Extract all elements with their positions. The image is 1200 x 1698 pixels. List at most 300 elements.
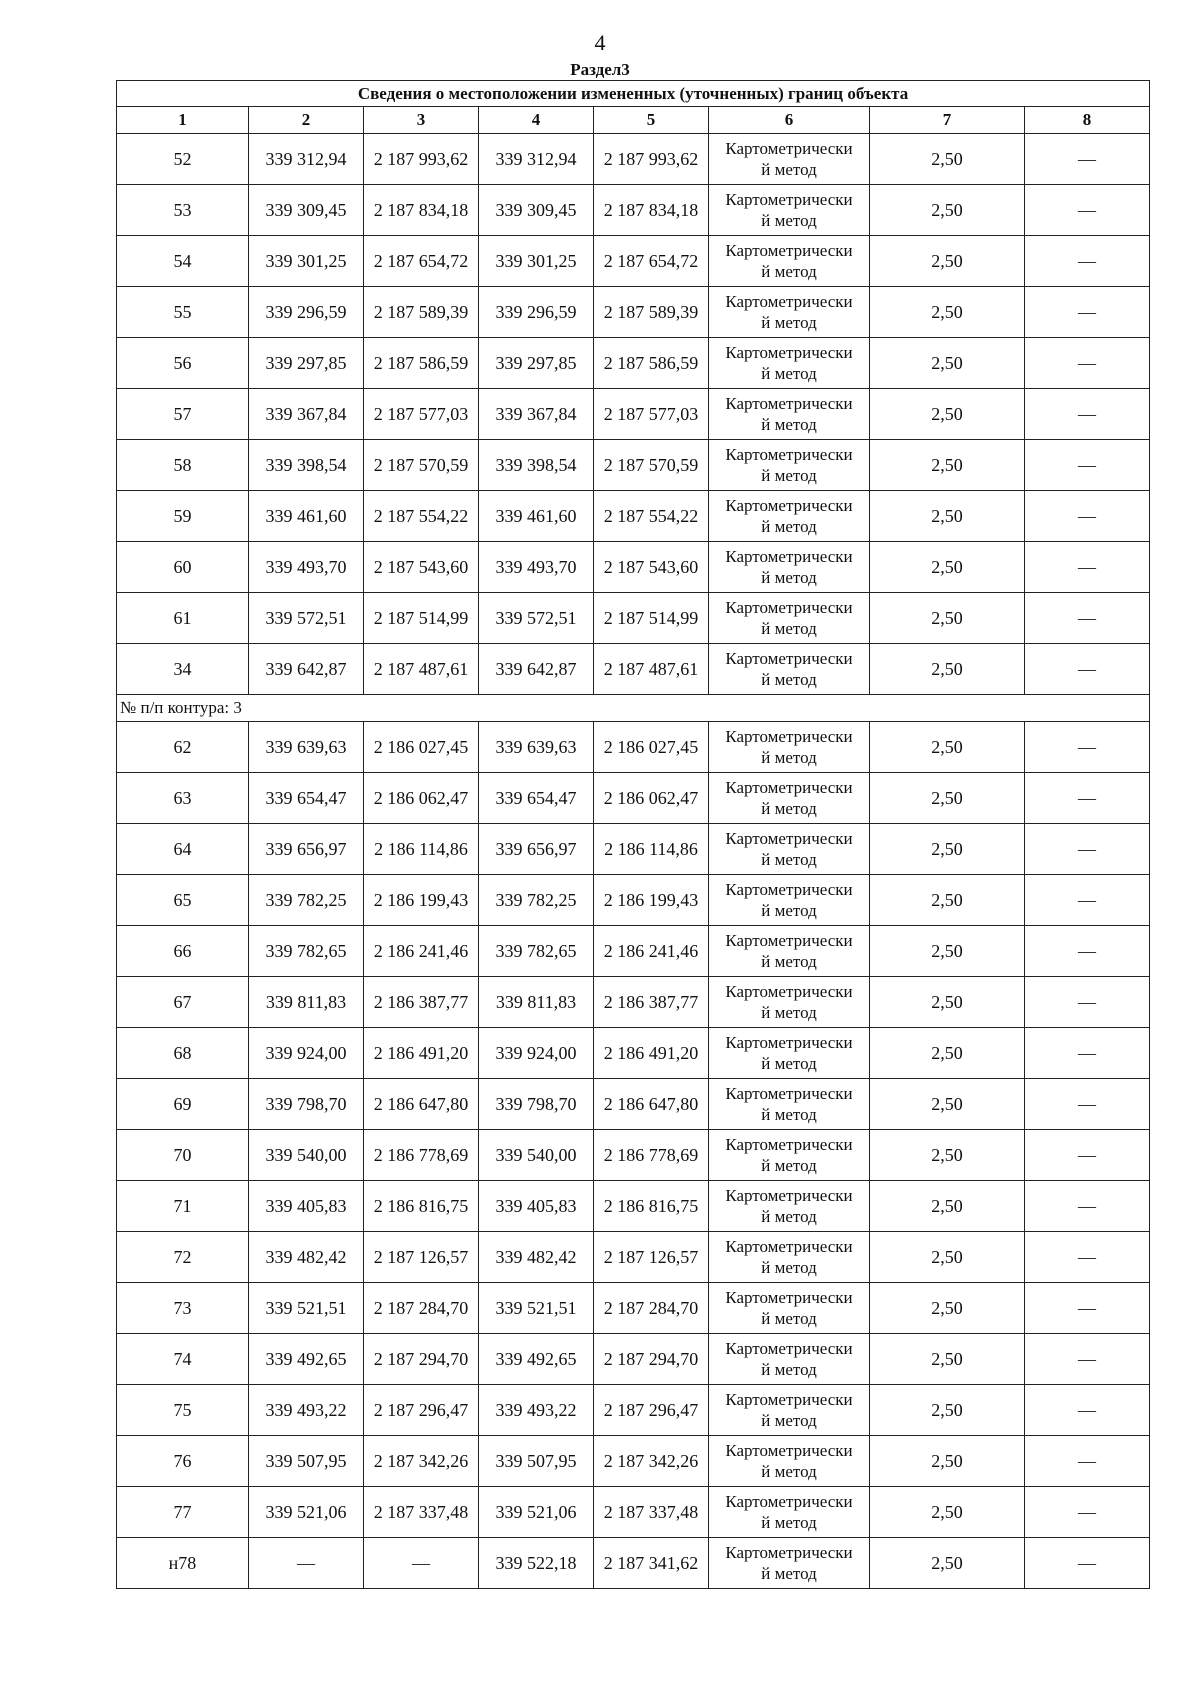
method-line-1: Картометрически bbox=[725, 598, 853, 617]
method-line-1: Картометрически bbox=[725, 1339, 853, 1358]
description-cell: — bbox=[1025, 593, 1150, 644]
point-number-cell: 54 bbox=[117, 236, 249, 287]
method-line-1: Картометрически bbox=[725, 829, 853, 848]
coordinate-x-cell: 339 296,59 bbox=[249, 287, 364, 338]
accuracy-cell: 2,50 bbox=[870, 1385, 1025, 1436]
column-number-2: 2 bbox=[249, 107, 364, 134]
page-number: 4 bbox=[594, 30, 606, 55]
method-line-2: й метод bbox=[761, 952, 817, 971]
coordinate-x-cell: 339 398,54 bbox=[249, 440, 364, 491]
point-number-cell: 56 bbox=[117, 338, 249, 389]
coordinate-y-cell: 2 187 554,22 bbox=[364, 491, 479, 542]
coordinate-x-cell: 339 493,70 bbox=[249, 542, 364, 593]
coordinate-y-new-cell: 2 187 342,26 bbox=[594, 1436, 709, 1487]
coordinate-y-new-cell: 2 187 834,18 bbox=[594, 185, 709, 236]
coordinate-y-new-cell: 2 187 577,03 bbox=[594, 389, 709, 440]
point-number-cell: 61 bbox=[117, 593, 249, 644]
point-number-cell: 77 bbox=[117, 1487, 249, 1538]
method-cell bbox=[709, 491, 870, 542]
method-cell bbox=[709, 926, 870, 977]
point-number-cell: 62 bbox=[117, 722, 249, 773]
coordinate-x-cell: 339 521,51 bbox=[249, 1283, 364, 1334]
column-number-6: 6 bbox=[709, 107, 870, 134]
method-line-2: й метод bbox=[761, 1360, 817, 1379]
method-line-1: Картометрически bbox=[725, 139, 853, 158]
accuracy-cell: 2,50 bbox=[870, 1283, 1025, 1334]
method-cell bbox=[709, 542, 870, 593]
description-cell: — bbox=[1025, 389, 1150, 440]
table-row bbox=[117, 977, 1150, 1028]
coordinate-x-cell: 339 656,97 bbox=[249, 824, 364, 875]
method-line-2: й метод bbox=[761, 1003, 817, 1022]
coordinate-x-new-cell: 339 482,42 bbox=[479, 1232, 594, 1283]
coordinate-x-cell: 339 367,84 bbox=[249, 389, 364, 440]
column-number-5: 5 bbox=[594, 107, 709, 134]
coordinate-x-new-cell: 339 493,70 bbox=[479, 542, 594, 593]
method-line-2: й метод bbox=[761, 1054, 817, 1073]
coordinate-y-new-cell: 2 187 993,62 bbox=[594, 134, 709, 185]
coordinate-y-cell: 2 186 027,45 bbox=[364, 722, 479, 773]
table-row bbox=[117, 1232, 1150, 1283]
point-number-cell: 58 bbox=[117, 440, 249, 491]
coordinate-x-new-cell: 339 493,22 bbox=[479, 1385, 594, 1436]
coordinate-y-new-cell: 2 187 296,47 bbox=[594, 1385, 709, 1436]
accuracy-cell: 2,50 bbox=[870, 824, 1025, 875]
coordinate-y-new-cell: 2 187 654,72 bbox=[594, 236, 709, 287]
coordinate-y-cell: 2 187 993,62 bbox=[364, 134, 479, 185]
coordinate-x-cell: 339 493,22 bbox=[249, 1385, 364, 1436]
coordinates-table bbox=[116, 80, 1150, 1589]
coordinate-y-new-cell: 2 186 199,43 bbox=[594, 875, 709, 926]
accuracy-cell: 2,50 bbox=[870, 977, 1025, 1028]
column-number-row bbox=[117, 107, 1150, 134]
method-line-1: Картометрически bbox=[725, 190, 853, 209]
method-cell bbox=[709, 1283, 870, 1334]
table-row bbox=[117, 1538, 1150, 1589]
column-number-8: 8 bbox=[1025, 107, 1150, 134]
table-row bbox=[117, 1028, 1150, 1079]
method-cell bbox=[709, 287, 870, 338]
coordinate-y-cell: 2 186 114,86 bbox=[364, 824, 479, 875]
method-line-1: Картометрически bbox=[725, 1288, 853, 1307]
method-line-1: Картометрически bbox=[725, 649, 853, 668]
method-line-1: Картометрически bbox=[725, 241, 853, 260]
point-number-cell: 52 bbox=[117, 134, 249, 185]
accuracy-cell: 2,50 bbox=[870, 644, 1025, 695]
point-number-cell: 73 bbox=[117, 1283, 249, 1334]
accuracy-cell: 2,50 bbox=[870, 491, 1025, 542]
coordinate-y-new-cell: 2 187 589,39 bbox=[594, 287, 709, 338]
coordinate-x-new-cell: 339 639,63 bbox=[479, 722, 594, 773]
section-title: Раздел3 bbox=[570, 60, 630, 79]
coordinate-y-new-cell: 2 186 816,75 bbox=[594, 1181, 709, 1232]
method-cell bbox=[709, 1028, 870, 1079]
coordinate-x-cell: 339 782,65 bbox=[249, 926, 364, 977]
coordinate-x-cell: 339 482,42 bbox=[249, 1232, 364, 1283]
coordinate-y-cell: 2 186 491,20 bbox=[364, 1028, 479, 1079]
coordinate-y-new-cell: 2 187 554,22 bbox=[594, 491, 709, 542]
method-line-2: й метод bbox=[761, 670, 817, 689]
coordinate-y-cell: 2 186 241,46 bbox=[364, 926, 479, 977]
method-cell bbox=[709, 875, 870, 926]
description-cell: — bbox=[1025, 1283, 1150, 1334]
description-cell: — bbox=[1025, 1079, 1150, 1130]
accuracy-cell: 2,50 bbox=[870, 236, 1025, 287]
description-cell: — bbox=[1025, 185, 1150, 236]
coordinate-y-new-cell: 2 186 491,20 bbox=[594, 1028, 709, 1079]
method-line-2: й метод bbox=[761, 1513, 817, 1532]
accuracy-cell: 2,50 bbox=[870, 773, 1025, 824]
point-number-cell: 72 bbox=[117, 1232, 249, 1283]
method-cell bbox=[709, 1079, 870, 1130]
coordinate-x-cell: 339 309,45 bbox=[249, 185, 364, 236]
description-cell: — bbox=[1025, 287, 1150, 338]
point-number-cell: 64 bbox=[117, 824, 249, 875]
coordinate-y-new-cell: 2 187 570,59 bbox=[594, 440, 709, 491]
point-number-cell: 75 bbox=[117, 1385, 249, 1436]
method-line-1: Картометрически bbox=[725, 445, 853, 464]
coordinate-x-new-cell: 339 656,97 bbox=[479, 824, 594, 875]
method-line-2: й метод bbox=[761, 364, 817, 383]
description-cell: — bbox=[1025, 926, 1150, 977]
method-line-1: Картометрически bbox=[725, 1135, 853, 1154]
description-cell: — bbox=[1025, 1538, 1150, 1589]
accuracy-cell: 2,50 bbox=[870, 287, 1025, 338]
accuracy-cell: 2,50 bbox=[870, 185, 1025, 236]
accuracy-cell: 2,50 bbox=[870, 926, 1025, 977]
point-number-cell: 53 bbox=[117, 185, 249, 236]
method-cell bbox=[709, 236, 870, 287]
method-line-2: й метод bbox=[761, 1564, 817, 1583]
coordinate-x-cell: 339 312,94 bbox=[249, 134, 364, 185]
point-number-cell: 55 bbox=[117, 287, 249, 338]
accuracy-cell: 2,50 bbox=[870, 593, 1025, 644]
method-line-2: й метод bbox=[761, 1309, 817, 1328]
method-line-1: Картометрически bbox=[725, 1084, 853, 1103]
table-row bbox=[117, 1079, 1150, 1130]
method-line-1: Картометрически bbox=[725, 1033, 853, 1052]
description-cell: — bbox=[1025, 1181, 1150, 1232]
method-line-2: й метод bbox=[761, 466, 817, 485]
description-cell: — bbox=[1025, 491, 1150, 542]
coordinate-x-new-cell: 339 301,25 bbox=[479, 236, 594, 287]
coordinate-y-cell: 2 187 589,39 bbox=[364, 287, 479, 338]
description-cell: — bbox=[1025, 542, 1150, 593]
point-number-cell: 68 bbox=[117, 1028, 249, 1079]
coordinate-y-cell: 2 187 337,48 bbox=[364, 1487, 479, 1538]
coordinate-x-cell: 339 798,70 bbox=[249, 1079, 364, 1130]
method-line-1: Картометрически bbox=[725, 1441, 853, 1460]
method-line-1: Картометрически bbox=[725, 343, 853, 362]
description-cell: — bbox=[1025, 1028, 1150, 1079]
table-row bbox=[117, 824, 1150, 875]
method-cell bbox=[709, 1487, 870, 1538]
coordinate-x-cell: 339 521,06 bbox=[249, 1487, 364, 1538]
coordinate-x-new-cell: 339 782,65 bbox=[479, 926, 594, 977]
coordinate-y-new-cell: 2 186 647,80 bbox=[594, 1079, 709, 1130]
coordinate-x-new-cell: 339 798,70 bbox=[479, 1079, 594, 1130]
description-cell: — bbox=[1025, 134, 1150, 185]
table-row bbox=[117, 338, 1150, 389]
method-cell bbox=[709, 1181, 870, 1232]
method-cell bbox=[709, 1334, 870, 1385]
coordinate-y-cell: 2 187 514,99 bbox=[364, 593, 479, 644]
coordinate-y-cell: 2 187 654,72 bbox=[364, 236, 479, 287]
accuracy-cell: 2,50 bbox=[870, 389, 1025, 440]
point-number-cell: 66 bbox=[117, 926, 249, 977]
accuracy-cell: 2,50 bbox=[870, 1079, 1025, 1130]
table-row bbox=[117, 593, 1150, 644]
column-number-1: 1 bbox=[117, 107, 249, 134]
coordinate-y-new-cell: 2 187 543,60 bbox=[594, 542, 709, 593]
coordinate-y-cell: 2 187 543,60 bbox=[364, 542, 479, 593]
method-line-2: й метод bbox=[761, 415, 817, 434]
method-line-1: Картометрически bbox=[725, 1492, 853, 1511]
coordinate-y-new-cell: 2 187 126,57 bbox=[594, 1232, 709, 1283]
method-line-2: й метод bbox=[761, 517, 817, 536]
method-line-2: й метод bbox=[761, 799, 817, 818]
accuracy-cell: 2,50 bbox=[870, 134, 1025, 185]
table-row bbox=[117, 491, 1150, 542]
description-cell: — bbox=[1025, 440, 1150, 491]
method-line-1: Картометрически bbox=[725, 1543, 853, 1562]
method-line-2: й метод bbox=[761, 1207, 817, 1226]
coordinate-x-new-cell: 339 398,54 bbox=[479, 440, 594, 491]
method-line-1: Картометрически bbox=[725, 394, 853, 413]
accuracy-cell: 2,50 bbox=[870, 1487, 1025, 1538]
point-number-cell: 34 bbox=[117, 644, 249, 695]
coordinate-y-new-cell: 2 186 114,86 bbox=[594, 824, 709, 875]
coordinate-x-cell: 339 297,85 bbox=[249, 338, 364, 389]
coordinate-x-new-cell: 339 782,25 bbox=[479, 875, 594, 926]
method-line-2: й метод bbox=[761, 901, 817, 920]
accuracy-cell: 2,50 bbox=[870, 338, 1025, 389]
coordinate-y-new-cell: 2 187 337,48 bbox=[594, 1487, 709, 1538]
coordinate-y-cell: 2 187 296,47 bbox=[364, 1385, 479, 1436]
coordinate-x-new-cell: 339 642,87 bbox=[479, 644, 594, 695]
coordinate-x-new-cell: 339 492,65 bbox=[479, 1334, 594, 1385]
accuracy-cell: 2,50 bbox=[870, 1028, 1025, 1079]
point-number-cell: 60 bbox=[117, 542, 249, 593]
method-line-1: Картометрически bbox=[725, 1390, 853, 1409]
description-cell: — bbox=[1025, 1487, 1150, 1538]
coordinate-x-cell: 339 811,83 bbox=[249, 977, 364, 1028]
coordinate-x-new-cell: 339 367,84 bbox=[479, 389, 594, 440]
method-cell bbox=[709, 1436, 870, 1487]
table-row bbox=[117, 542, 1150, 593]
coordinate-y-cell: 2 187 294,70 bbox=[364, 1334, 479, 1385]
method-line-2: й метод bbox=[761, 619, 817, 638]
method-line-1: Картометрически bbox=[725, 727, 853, 746]
coordinate-x-cell: 339 461,60 bbox=[249, 491, 364, 542]
coordinate-x-new-cell: 339 405,83 bbox=[479, 1181, 594, 1232]
description-cell: — bbox=[1025, 644, 1150, 695]
column-number-4: 4 bbox=[479, 107, 594, 134]
table-row bbox=[117, 134, 1150, 185]
point-number-cell: 57 bbox=[117, 389, 249, 440]
coordinate-x-cell: 339 492,65 bbox=[249, 1334, 364, 1385]
coordinate-y-new-cell: 2 187 586,59 bbox=[594, 338, 709, 389]
method-cell bbox=[709, 185, 870, 236]
coordinate-x-new-cell: 339 312,94 bbox=[479, 134, 594, 185]
table-row bbox=[117, 1334, 1150, 1385]
contour-label: № п/п контура: 3 bbox=[117, 695, 1150, 722]
method-line-2: й метод bbox=[761, 1156, 817, 1175]
point-number-cell: н78 bbox=[117, 1538, 249, 1589]
coordinate-x-cell: 339 924,00 bbox=[249, 1028, 364, 1079]
coordinate-y-cell: 2 187 834,18 bbox=[364, 185, 479, 236]
point-number-cell: 71 bbox=[117, 1181, 249, 1232]
method-cell bbox=[709, 722, 870, 773]
table-row bbox=[117, 1130, 1150, 1181]
accuracy-cell: 2,50 bbox=[870, 1334, 1025, 1385]
column-number-7: 7 bbox=[870, 107, 1025, 134]
coordinate-x-new-cell: 339 811,83 bbox=[479, 977, 594, 1028]
coordinate-y-new-cell: 2 187 284,70 bbox=[594, 1283, 709, 1334]
coordinate-x-cell: 339 639,63 bbox=[249, 722, 364, 773]
method-line-1: Картометрически bbox=[725, 880, 853, 899]
table-row bbox=[117, 389, 1150, 440]
contour-row bbox=[117, 695, 1150, 722]
method-cell bbox=[709, 1130, 870, 1181]
coordinate-x-cell: 339 301,25 bbox=[249, 236, 364, 287]
table-row bbox=[117, 722, 1150, 773]
accuracy-cell: 2,50 bbox=[870, 440, 1025, 491]
coordinate-y-cell: 2 187 126,57 bbox=[364, 1232, 479, 1283]
description-cell: — bbox=[1025, 1334, 1150, 1385]
coordinate-x-cell: 339 540,00 bbox=[249, 1130, 364, 1181]
method-line-1: Картометрически bbox=[725, 931, 853, 950]
coordinate-x-cell: 339 654,47 bbox=[249, 773, 364, 824]
coordinate-y-cell: 2 186 647,80 bbox=[364, 1079, 479, 1130]
coordinate-x-new-cell: 339 572,51 bbox=[479, 593, 594, 644]
coordinate-x-new-cell: 339 521,06 bbox=[479, 1487, 594, 1538]
coordinate-y-cell: — bbox=[364, 1538, 479, 1589]
coordinate-x-new-cell: 339 507,95 bbox=[479, 1436, 594, 1487]
method-line-2: й метод bbox=[761, 1258, 817, 1277]
point-number-cell: 65 bbox=[117, 875, 249, 926]
coordinate-y-cell: 2 187 487,61 bbox=[364, 644, 479, 695]
coordinate-x-cell: — bbox=[249, 1538, 364, 1589]
coordinate-x-new-cell: 339 924,00 bbox=[479, 1028, 594, 1079]
method-line-2: й метод bbox=[761, 748, 817, 767]
method-cell bbox=[709, 977, 870, 1028]
point-number-cell: 76 bbox=[117, 1436, 249, 1487]
table-row bbox=[117, 773, 1150, 824]
coordinate-x-cell: 339 782,25 bbox=[249, 875, 364, 926]
point-number-cell: 67 bbox=[117, 977, 249, 1028]
coordinate-x-cell: 339 642,87 bbox=[249, 644, 364, 695]
coordinate-y-cell: 2 187 577,03 bbox=[364, 389, 479, 440]
point-number-cell: 69 bbox=[117, 1079, 249, 1130]
description-cell: — bbox=[1025, 1436, 1150, 1487]
table-row bbox=[117, 1487, 1150, 1538]
coordinate-y-new-cell: 2 186 062,47 bbox=[594, 773, 709, 824]
coordinate-x-new-cell: 339 521,51 bbox=[479, 1283, 594, 1334]
coordinate-y-new-cell: 2 187 294,70 bbox=[594, 1334, 709, 1385]
method-line-2: й метод bbox=[761, 1105, 817, 1124]
coordinate-y-new-cell: 2 187 514,99 bbox=[594, 593, 709, 644]
method-line-1: Картометрически bbox=[725, 982, 853, 1001]
point-number-cell: 70 bbox=[117, 1130, 249, 1181]
table-row bbox=[117, 926, 1150, 977]
coordinate-x-new-cell: 339 297,85 bbox=[479, 338, 594, 389]
description-cell: — bbox=[1025, 722, 1150, 773]
description-cell: — bbox=[1025, 977, 1150, 1028]
table-row bbox=[117, 644, 1150, 695]
method-line-1: Картометрически bbox=[725, 778, 853, 797]
method-line-1: Картометрически bbox=[725, 496, 853, 515]
table-row bbox=[117, 440, 1150, 491]
table-row bbox=[117, 185, 1150, 236]
description-cell: — bbox=[1025, 236, 1150, 287]
table-row bbox=[117, 236, 1150, 287]
accuracy-cell: 2,50 bbox=[870, 1436, 1025, 1487]
coordinate-y-cell: 2 186 199,43 bbox=[364, 875, 479, 926]
method-line-2: й метод bbox=[761, 211, 817, 230]
coordinate-y-cell: 2 186 778,69 bbox=[364, 1130, 479, 1181]
method-cell bbox=[709, 1538, 870, 1589]
method-cell bbox=[709, 338, 870, 389]
method-cell bbox=[709, 134, 870, 185]
accuracy-cell: 2,50 bbox=[870, 542, 1025, 593]
coordinate-x-new-cell: 339 461,60 bbox=[479, 491, 594, 542]
accuracy-cell: 2,50 bbox=[870, 1232, 1025, 1283]
coordinate-x-new-cell: 339 654,47 bbox=[479, 773, 594, 824]
method-cell bbox=[709, 644, 870, 695]
point-number-cell: 74 bbox=[117, 1334, 249, 1385]
method-line-2: й метод bbox=[761, 850, 817, 869]
method-cell bbox=[709, 773, 870, 824]
table-row bbox=[117, 1283, 1150, 1334]
column-number-3: 3 bbox=[364, 107, 479, 134]
description-cell: — bbox=[1025, 875, 1150, 926]
method-cell bbox=[709, 593, 870, 644]
coordinate-y-new-cell: 2 186 387,77 bbox=[594, 977, 709, 1028]
table-caption: Сведения о местоположении измененных (уточненных) границ объекта bbox=[117, 81, 1150, 107]
table-row bbox=[117, 875, 1150, 926]
coordinate-x-new-cell: 339 296,59 bbox=[479, 287, 594, 338]
method-cell bbox=[709, 440, 870, 491]
method-cell bbox=[709, 824, 870, 875]
method-line-1: Картометрически bbox=[725, 292, 853, 311]
coordinate-y-cell: 2 186 387,77 bbox=[364, 977, 479, 1028]
coordinate-y-cell: 2 186 062,47 bbox=[364, 773, 479, 824]
description-cell: — bbox=[1025, 1130, 1150, 1181]
coordinate-y-new-cell: 2 186 778,69 bbox=[594, 1130, 709, 1181]
coordinate-y-cell: 2 187 586,59 bbox=[364, 338, 479, 389]
point-number-cell: 59 bbox=[117, 491, 249, 542]
coordinate-y-new-cell: 2 186 027,45 bbox=[594, 722, 709, 773]
coordinate-y-cell: 2 186 816,75 bbox=[364, 1181, 479, 1232]
accuracy-cell: 2,50 bbox=[870, 1130, 1025, 1181]
coordinate-y-new-cell: 2 187 341,62 bbox=[594, 1538, 709, 1589]
method-line-2: й метод bbox=[761, 1462, 817, 1481]
coordinate-x-cell: 339 405,83 bbox=[249, 1181, 364, 1232]
coordinate-y-cell: 2 187 342,26 bbox=[364, 1436, 479, 1487]
method-line-1: Картометрически bbox=[725, 1237, 853, 1256]
method-line-1: Картометрически bbox=[725, 547, 853, 566]
coordinate-x-new-cell: 339 309,45 bbox=[479, 185, 594, 236]
point-number-cell: 63 bbox=[117, 773, 249, 824]
coordinate-x-cell: 339 572,51 bbox=[249, 593, 364, 644]
method-line-2: й метод bbox=[761, 262, 817, 281]
coordinate-y-new-cell: 2 187 487,61 bbox=[594, 644, 709, 695]
accuracy-cell: 2,50 bbox=[870, 875, 1025, 926]
method-line-2: й метод bbox=[761, 1411, 817, 1430]
coordinate-y-cell: 2 187 570,59 bbox=[364, 440, 479, 491]
method-cell bbox=[709, 1232, 870, 1283]
